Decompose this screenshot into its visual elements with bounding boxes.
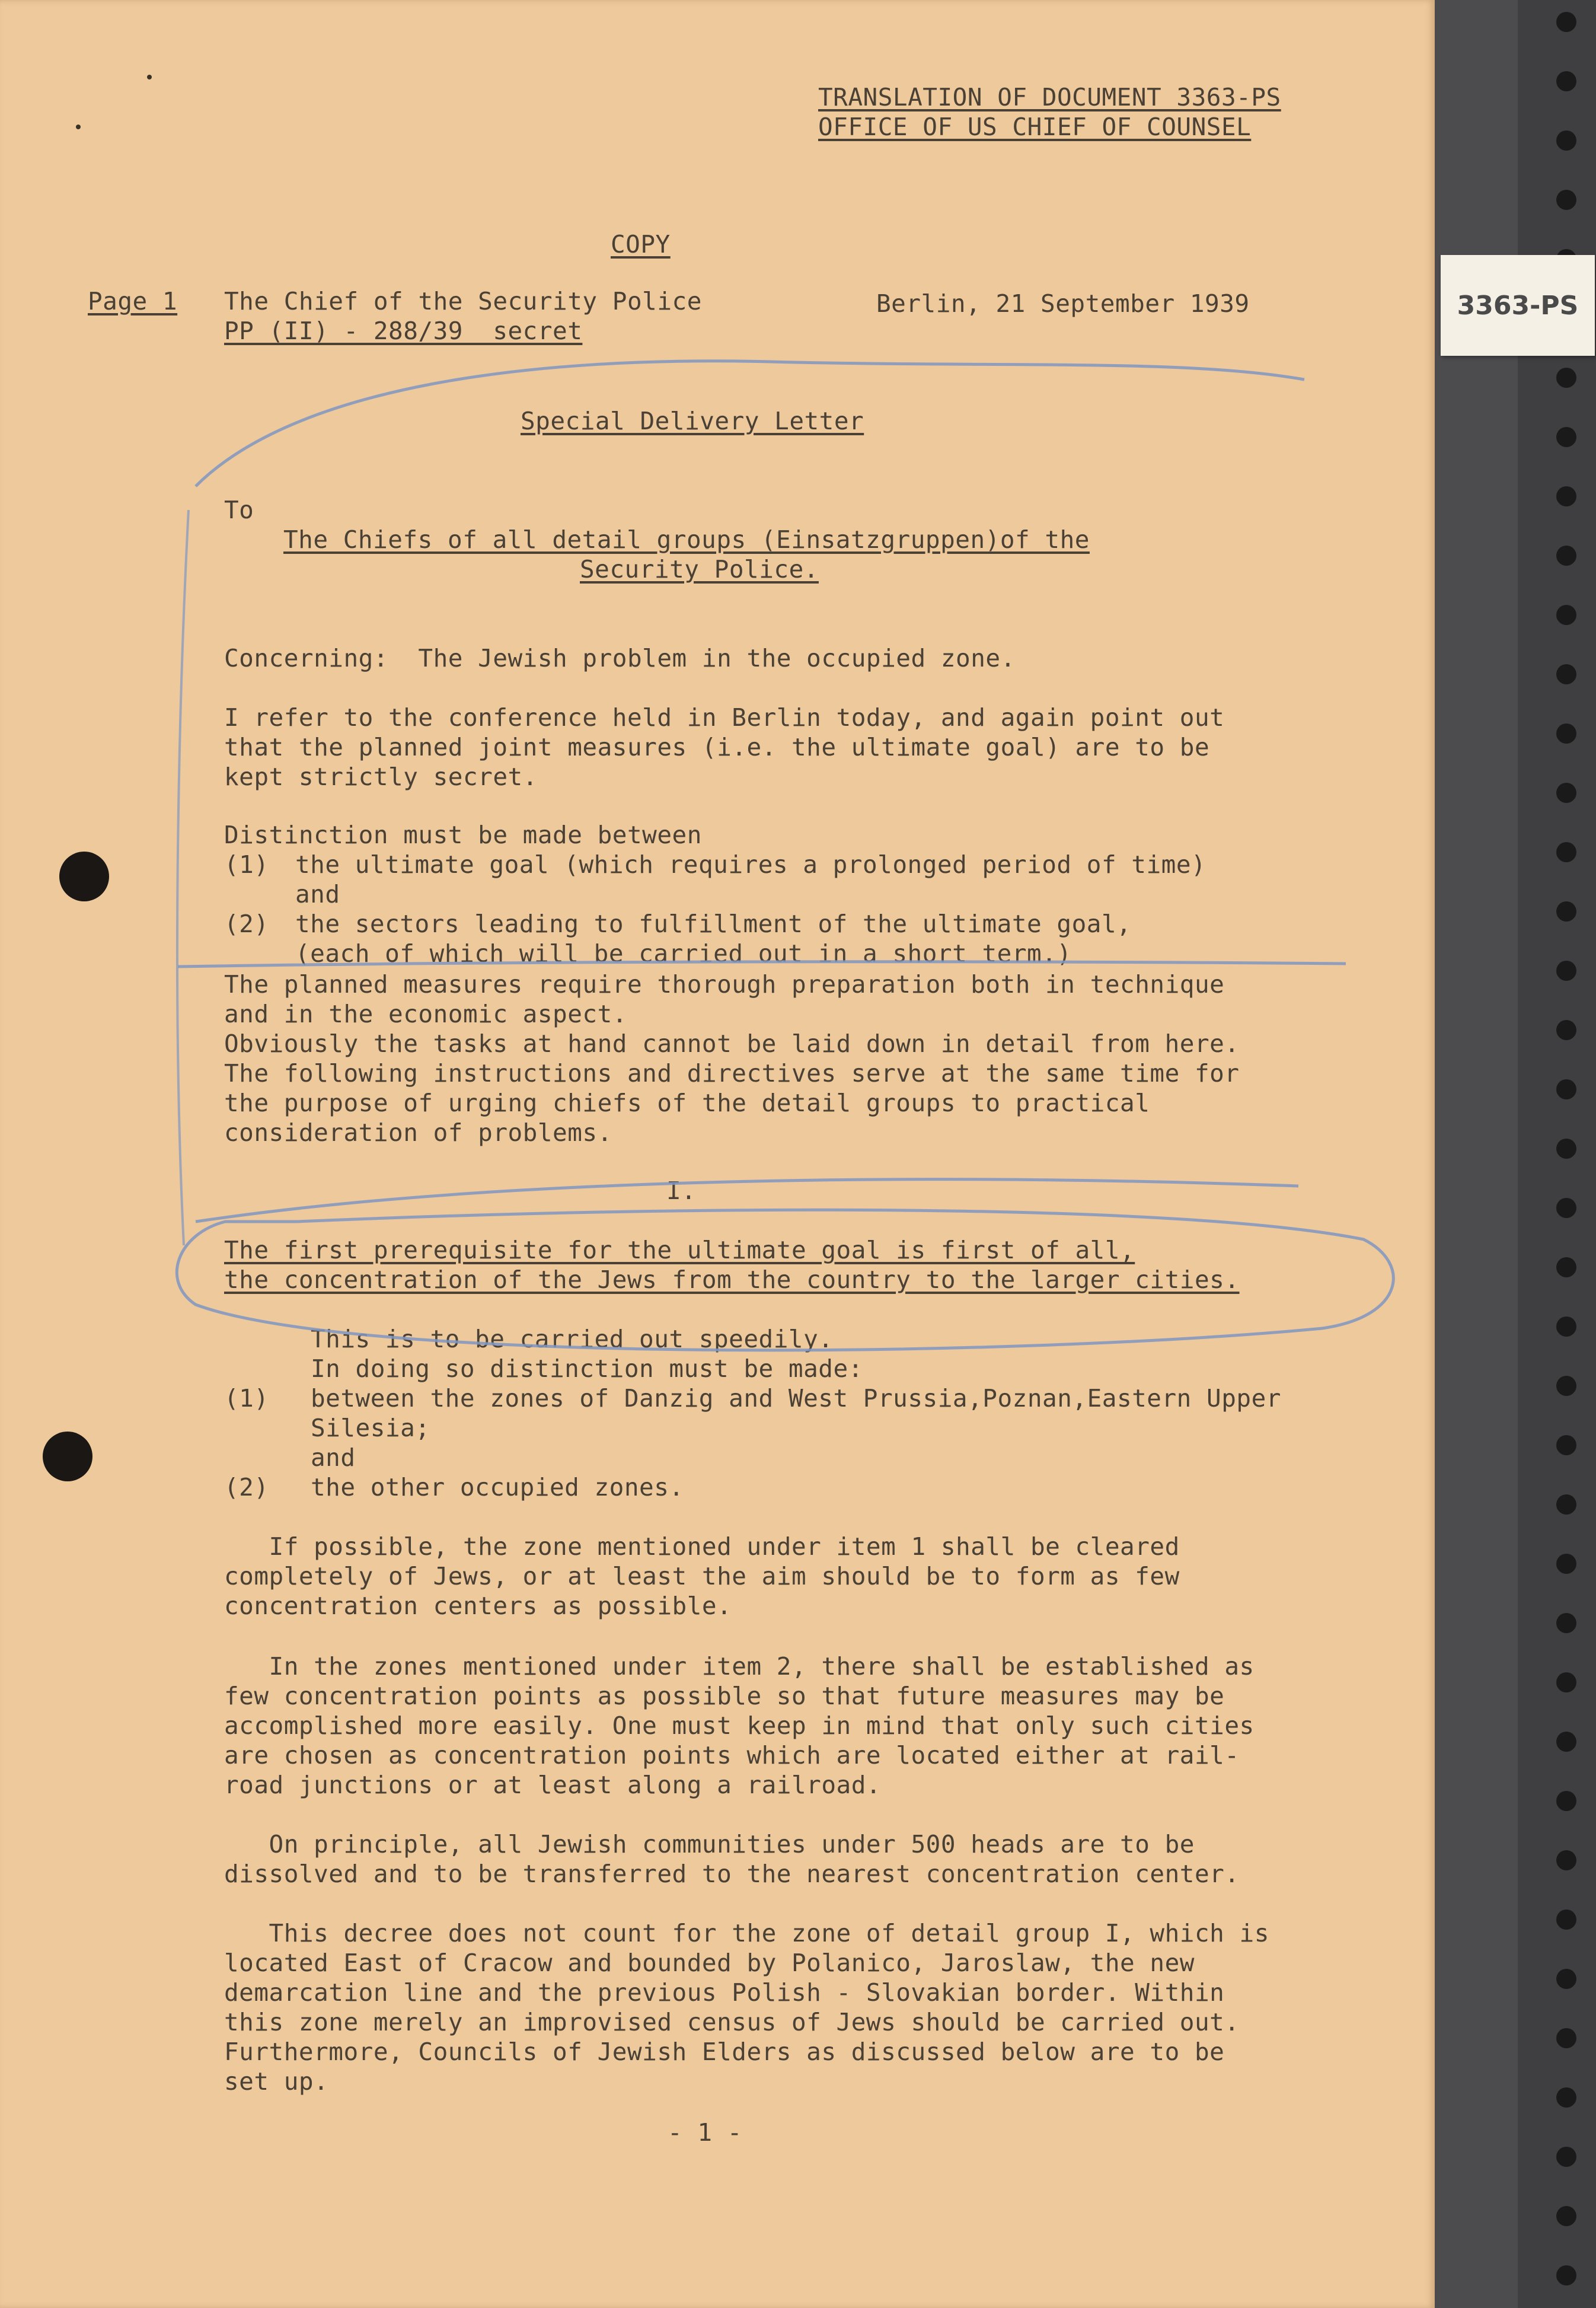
body-line: are chosen as concentration points which are located either at rail- (224, 1741, 1240, 1770)
prerequisite-line1: The first prerequisite for the ultimate goal is first of all, (224, 1236, 1135, 1264)
binder-hole (1556, 368, 1576, 388)
binder-hole (1556, 1672, 1576, 1692)
binder-hole (1556, 605, 1576, 625)
binder-hole (1556, 486, 1576, 506)
binder-hole (1556, 1376, 1576, 1396)
binder-hole (1556, 1613, 1576, 1633)
page-number: - 1 - (668, 2118, 742, 2147)
body-line: Furthermore, Councils of Jewish Elders as discussed below are to be (224, 2038, 1225, 2066)
binder-hole (1556, 783, 1576, 803)
body-line: dissolved and to be transferred to the nearest concentration center. (224, 1860, 1240, 1888)
binder-hole (1556, 190, 1576, 210)
translation-header-line1: TRANSLATION OF DOCUMENT 3363-PS (818, 83, 1281, 111)
body-line: accomplished more easily. One must keep in mind that only such cities (224, 1711, 1255, 1740)
list-number: (2) (224, 1473, 269, 1502)
to-label: To (224, 496, 254, 524)
place-date: Berlin, 21 September 1939 (876, 289, 1250, 318)
recipient-line2: Security Police. (580, 555, 819, 584)
list-number: (1) (224, 850, 269, 879)
binder-hole (1556, 1732, 1576, 1752)
binder-hole (1556, 71, 1576, 91)
body-line: this zone merely an improvised census of Jews should be carried out. (224, 2008, 1240, 2036)
body-line: This decree does not count for the zone of detail group I, which is (224, 1919, 1269, 1947)
binder-hole (1556, 12, 1576, 32)
sender-line2: PP (II) - 288/39 secret (224, 317, 583, 345)
body-line: located East of Cracow and bounded by Polanico, Jaroslaw, the new (224, 1949, 1195, 1977)
pencil-side-line (177, 510, 189, 1245)
body-line: I refer to the conference held in Berlin today, and again point out (224, 703, 1225, 732)
binder-hole (1556, 1554, 1576, 1574)
binder-hole (1556, 2028, 1576, 2048)
pencil-circle (177, 1210, 1393, 1350)
body-line: few concentration points as possible so that future measures may be (224, 1682, 1225, 1710)
binder-hole (1556, 961, 1576, 981)
body-line: the purpose of urging chiefs of the detail groups to practical (224, 1089, 1150, 1117)
page-label: Page 1 (88, 287, 178, 315)
binder-hole (1556, 1435, 1576, 1455)
binder-hole (1556, 664, 1576, 684)
binder-hole (1556, 427, 1576, 447)
binder-hole (1556, 2087, 1576, 2108)
binder-hole (1556, 2206, 1576, 2226)
binder-hole (1556, 1909, 1576, 1930)
pencil-separator-line (178, 962, 1346, 967)
distinction-intro: Distinction must be made between (224, 821, 702, 849)
body-line: On principle, all Jewish communities under 500 heads are to be (224, 1830, 1195, 1858)
binder-hole (1556, 2147, 1576, 2167)
body-line: consideration of problems. (224, 1118, 612, 1147)
document-tab-label: 3363-PS (1441, 255, 1595, 356)
body-line: The following instructions and directives serve at the same time for (224, 1059, 1240, 1088)
list-text: Silesia; (311, 1414, 430, 1442)
list-text: the ultimate goal (which requires a prolonged period of time) (295, 850, 1206, 879)
binder-hole (1556, 1494, 1576, 1515)
body-line: that the planned joint measures (i.e. the ultimate goal) are to be (224, 733, 1210, 761)
list-text: the sectors leading to fulfillment of the ultimate goal, (295, 910, 1132, 938)
section-heading: I. (666, 1177, 697, 1205)
body-line: Obviously the tasks at hand cannot be laid down in detail from here. (224, 1029, 1240, 1058)
body-line: set up. (224, 2067, 329, 2096)
sender-line1: The Chief of the Security Police (224, 287, 702, 315)
list-text: (each of which will be carried out in a short term.) (295, 939, 1072, 968)
pencil-bracket-line (196, 361, 1304, 486)
body-line: completely of Jews, or at least the aim should be to form as few (224, 1562, 1180, 1590)
binder-hole (1556, 842, 1576, 862)
recipient-line1: The Chiefs of all detail groups (Einsatzgruppen)of the (283, 525, 1090, 554)
letter-type: Special Delivery Letter (521, 407, 864, 435)
body-line: In the zones mentioned under item 2, there shall be established as (224, 1652, 1255, 1681)
binder-hole (1556, 546, 1576, 566)
body-line: If possible, the zone mentioned under item 1 shall be cleared (224, 1532, 1180, 1561)
list-text: and (311, 1443, 356, 1472)
prerequisite-line2: the concentration of the Jews from the country to the larger cities. (224, 1265, 1240, 1294)
binder-hole (1556, 901, 1576, 922)
binder-hole (1556, 1316, 1576, 1337)
body-line: and in the economic aspect. (224, 1000, 627, 1028)
translation-header-line2: OFFICE OF US CHIEF OF COUNSEL (818, 113, 1252, 141)
binder-hole (1556, 723, 1576, 744)
binder-hole (1556, 1969, 1576, 1989)
copy-label: COPY (611, 230, 671, 259)
list-text: between the zones of Danzig and West Prussia,Poznan,Eastern Upper (311, 1384, 1281, 1413)
concerning-line: Concerning: The Jewish problem in the occupied zone. (224, 644, 1016, 672)
body-line: concentration centers as possible. (224, 1592, 732, 1620)
body-line: demarcation line and the previous Polish - Slovakian border. Within (224, 1978, 1225, 2007)
body-line: The planned measures require thorough preparation both in technique (224, 970, 1225, 999)
binder-hole (1556, 1257, 1576, 1277)
body-line: This is to be carried out speedily. (311, 1325, 834, 1353)
binder-hole (1556, 1198, 1576, 1218)
body-line: road junctions or at least along a railroad. (224, 1771, 882, 1799)
list-number: (2) (224, 910, 269, 938)
list-text: the other occupied zones. (311, 1473, 684, 1502)
binder-hole (1556, 130, 1576, 151)
list-number: (1) (224, 1384, 269, 1413)
body-line: In doing so distinction must be made: (311, 1354, 863, 1383)
binder-hole (1556, 1791, 1576, 1811)
list-text: and (295, 880, 340, 908)
binder-hole (1556, 1079, 1576, 1099)
binder-hole (1556, 2265, 1576, 2285)
binder-hole (1556, 1020, 1576, 1040)
binder-hole (1556, 1850, 1576, 1870)
body-line: kept strictly secret. (224, 763, 538, 791)
binder-hole (1556, 1139, 1576, 1159)
